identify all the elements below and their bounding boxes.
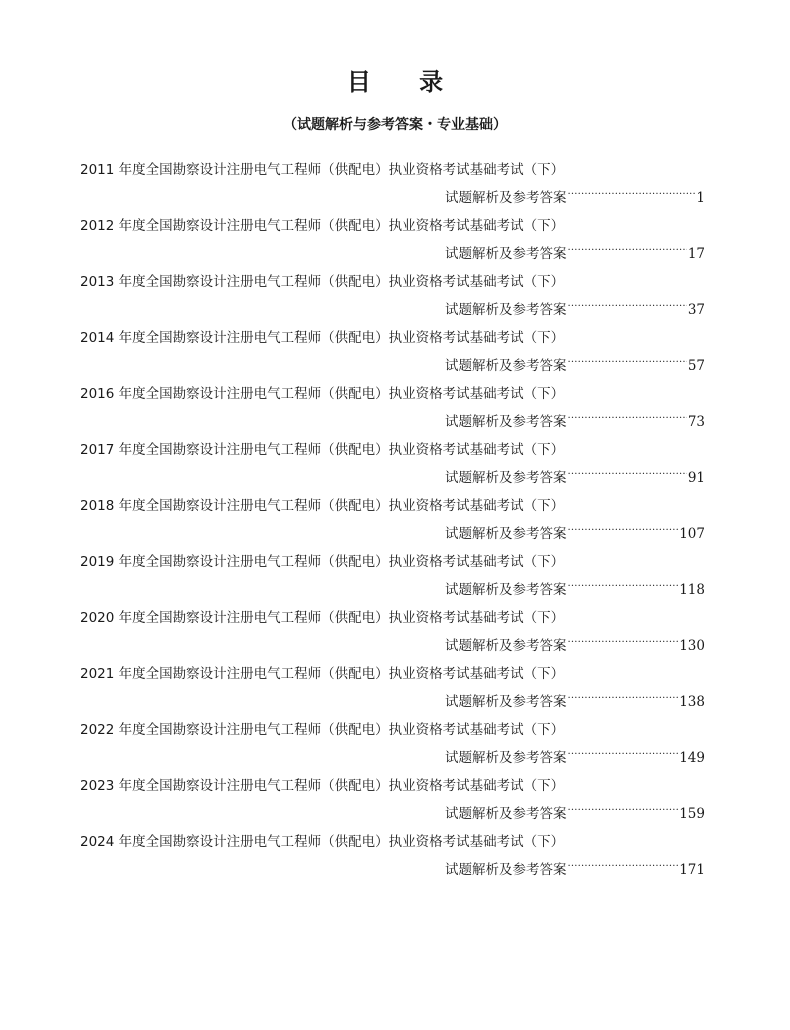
toc-entry-subtitle: 试题解析及参考答案 xyxy=(445,806,567,822)
toc-entry[interactable] xyxy=(80,440,705,496)
toc-entry-subline xyxy=(445,182,705,206)
toc-entry[interactable] xyxy=(80,664,705,720)
toc-entry-subline xyxy=(445,742,705,766)
toc-entry-subtitle: 试题解析及参考答案 xyxy=(445,526,567,542)
toc-entry-subline xyxy=(445,406,705,430)
toc-entry-title: 2017 年度全国勘察设计注册电气工程师（供配电）执业资格考试基础考试（下） xyxy=(80,442,565,458)
dot-leader xyxy=(568,406,687,426)
toc-entry[interactable] xyxy=(80,832,705,888)
toc-entry[interactable] xyxy=(80,160,705,216)
dot-leader xyxy=(568,462,687,482)
toc-entry-subtitle: 试题解析及参考答案 xyxy=(445,246,567,262)
toc-entry-subline xyxy=(445,630,705,654)
toc-entry[interactable] xyxy=(80,720,705,776)
toc-page-number: 149 xyxy=(679,750,705,766)
toc-entry-title: 2023 年度全国勘察设计注册电气工程师（供配电）执业资格考试基础考试（下） xyxy=(80,778,565,794)
toc-entry-subtitle: 试题解析及参考答案 xyxy=(445,358,567,374)
toc-entry-subtitle: 试题解析及参考答案 xyxy=(445,638,567,654)
toc-entry-subline xyxy=(445,238,705,262)
toc-entry-subtitle: 试题解析及参考答案 xyxy=(445,414,567,430)
toc-page-number: 171 xyxy=(679,862,705,878)
toc-entry-subtitle: 试题解析及参考答案 xyxy=(445,302,567,318)
toc-entry-title: 2012 年度全国勘察设计注册电气工程师（供配电）执业资格考试基础考试（下） xyxy=(80,218,565,234)
toc-entry[interactable] xyxy=(80,272,705,328)
toc-entry-title: 2014 年度全国勘察设计注册电气工程师（供配电）执业资格考试基础考试（下） xyxy=(80,330,565,346)
toc-entry[interactable] xyxy=(80,216,705,272)
toc-entry[interactable] xyxy=(80,608,705,664)
toc-page-number: 57 xyxy=(687,358,705,374)
toc-entry-subline xyxy=(445,350,705,374)
toc-entry-subtitle: 试题解析及参考答案 xyxy=(445,750,567,766)
toc-page-number: 73 xyxy=(687,414,705,430)
toc-entry-title: 2016 年度全国勘察设计注册电气工程师（供配电）执业资格考试基础考试（下） xyxy=(80,386,565,402)
dot-leader xyxy=(568,350,687,370)
dot-leader xyxy=(568,574,679,594)
toc-page-number: 159 xyxy=(679,806,705,822)
toc-entry-title: 2022 年度全国勘察设计注册电气工程师（供配电）执业资格考试基础考试（下） xyxy=(80,722,565,738)
toc-page-number: 118 xyxy=(679,582,705,598)
toc-page-number: 37 xyxy=(687,302,705,318)
toc-entry-subtitle: 试题解析及参考答案 xyxy=(445,470,567,486)
toc-entry-subline xyxy=(445,854,705,878)
dot-leader xyxy=(568,742,679,762)
dot-leader xyxy=(568,182,696,202)
toc-entry-title: 2019 年度全国勘察设计注册电气工程师（供配电）执业资格考试基础考试（下） xyxy=(80,554,565,570)
toc-entry-title: 2021 年度全国勘察设计注册电气工程师（供配电）执业资格考试基础考试（下） xyxy=(80,666,565,682)
toc-entry-title: 2018 年度全国勘察设计注册电气工程师（供配电）执业资格考试基础考试（下） xyxy=(80,498,565,514)
toc-page-number: 107 xyxy=(679,526,705,542)
toc-page-number: 1 xyxy=(696,190,705,206)
toc-page-number: 17 xyxy=(687,246,705,262)
table-of-contents xyxy=(80,160,705,888)
dot-leader xyxy=(568,294,687,314)
toc-entry[interactable] xyxy=(80,776,705,832)
page-subtitle: （试题解析与参考答案・专业基础） xyxy=(283,117,507,133)
toc-entry-title: 2020 年度全国勘察设计注册电气工程师（供配电）执业资格考试基础考试（下） xyxy=(80,610,565,626)
toc-page-number: 138 xyxy=(679,694,705,710)
toc-entry-subline xyxy=(445,294,705,318)
toc-entry-title: 2024 年度全国勘察设计注册电气工程师（供配电）执业资格考试基础考试（下） xyxy=(80,834,565,850)
toc-entry-subline xyxy=(445,462,705,486)
dot-leader xyxy=(568,686,679,706)
toc-entry[interactable] xyxy=(80,384,705,440)
toc-entry-subtitle: 试题解析及参考答案 xyxy=(445,190,567,206)
toc-entry[interactable] xyxy=(80,496,705,552)
toc-entry-subline xyxy=(445,574,705,598)
toc-entry-subtitle: 试题解析及参考答案 xyxy=(445,694,567,710)
toc-entry-title: 2011 年度全国勘察设计注册电气工程师（供配电）执业资格考试基础考试（下） xyxy=(80,162,565,178)
dot-leader xyxy=(568,518,679,538)
toc-entry[interactable] xyxy=(80,552,705,608)
toc-page-number: 130 xyxy=(679,638,705,654)
toc-entry-title: 2013 年度全国勘察设计注册电气工程师（供配电）执业资格考试基础考试（下） xyxy=(80,274,565,290)
dot-leader xyxy=(568,854,679,874)
dot-leader xyxy=(568,798,679,818)
toc-entry-subline xyxy=(445,686,705,710)
toc-entry-subtitle: 试题解析及参考答案 xyxy=(445,862,567,878)
toc-entry-subline xyxy=(445,518,705,542)
dot-leader xyxy=(568,238,687,258)
page-title: 目 录 xyxy=(346,68,464,96)
dot-leader xyxy=(568,630,679,650)
toc-page-number: 91 xyxy=(687,470,705,486)
toc-entry-subline xyxy=(445,798,705,822)
toc-entry[interactable] xyxy=(80,328,705,384)
toc-entry-subtitle: 试题解析及参考答案 xyxy=(445,582,567,598)
